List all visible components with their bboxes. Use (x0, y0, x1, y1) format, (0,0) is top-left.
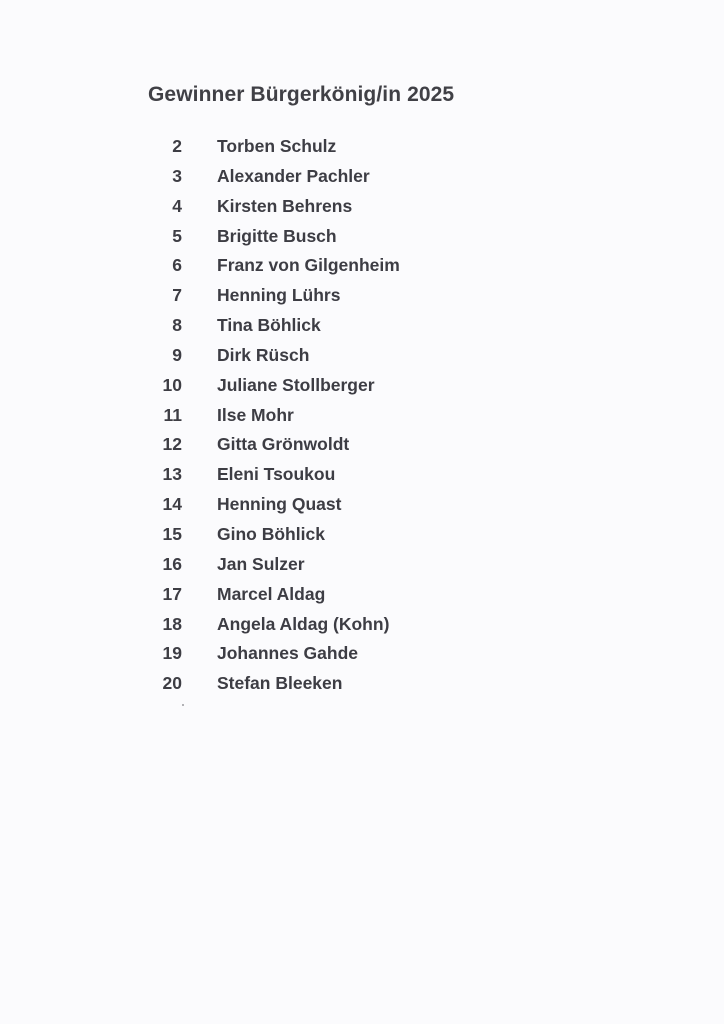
list-item (0, 580, 724, 610)
winner-name: Gino Böhlick (217, 523, 325, 544)
rank-number: 6 (172, 255, 182, 276)
winner-name: Tina Böhlick (217, 315, 321, 336)
rank-number: 5 (172, 225, 182, 246)
rank-number: 20 (162, 673, 182, 694)
winner-name: Kirsten Behrens (217, 195, 353, 216)
list-item (0, 132, 724, 162)
list-item (0, 550, 724, 580)
list-item (0, 610, 724, 640)
rank-number: 9 (172, 344, 182, 365)
paper-speck (182, 704, 184, 706)
winner-name: Eleni Tsoukou (217, 464, 336, 485)
list-item (0, 222, 724, 252)
rank-number: 3 (172, 165, 182, 186)
rank-number: 19 (162, 643, 182, 664)
winner-name: Gitta Grönwoldt (217, 434, 350, 455)
rank-number: 4 (172, 195, 182, 216)
list-item (0, 639, 724, 669)
winner-list (0, 132, 724, 699)
rank-number: 18 (162, 613, 182, 634)
winner-name: Jan Sulzer (217, 553, 305, 574)
winner-name: Angela Aldag (Kohn) (217, 613, 390, 634)
page-title: Gewinner Bürgerkönig/in 2025 (148, 83, 455, 106)
rank-number: 17 (162, 583, 182, 604)
winner-name: Henning Lührs (217, 285, 341, 306)
list-item (0, 281, 724, 311)
winner-name: Dirk Rüsch (217, 344, 310, 365)
rank-number: 10 (162, 374, 182, 395)
rank-number: 7 (172, 285, 182, 306)
winner-name: Franz von Gilgenheim (217, 255, 400, 276)
rank-number: 2 (172, 136, 182, 156)
rank-number: 14 (162, 494, 182, 515)
list-item (0, 341, 724, 371)
list-item (0, 520, 724, 550)
winner-name: Ilse Mohr (217, 404, 294, 425)
list-item (0, 371, 724, 401)
rank-number: 8 (172, 315, 182, 336)
winner-name: Brigitte Busch (217, 225, 337, 246)
rank-number: 12 (162, 434, 182, 455)
rank-number: 13 (162, 464, 182, 485)
list-item (0, 401, 724, 431)
list-item (0, 460, 724, 490)
list-item (0, 311, 724, 341)
winner-name: Marcel Aldag (217, 583, 326, 604)
list-item (0, 490, 724, 520)
winner-name: Johannes Gahde (217, 643, 359, 664)
winner-name: Alexander Pachler (217, 165, 370, 186)
winner-name: Juliane Stollberger (217, 374, 375, 395)
rank-number: 11 (163, 404, 182, 425)
winner-name: Torben Schulz (217, 136, 337, 156)
winner-name: Henning Quast (217, 494, 342, 515)
rank-number: 16 (162, 553, 182, 574)
winner-name: Stefan Bleeken (217, 673, 343, 694)
list-item (0, 251, 724, 281)
list-item (0, 430, 724, 460)
list-item (0, 192, 724, 222)
list-item (0, 669, 724, 699)
list-item (0, 162, 724, 192)
rank-number: 15 (162, 523, 182, 544)
